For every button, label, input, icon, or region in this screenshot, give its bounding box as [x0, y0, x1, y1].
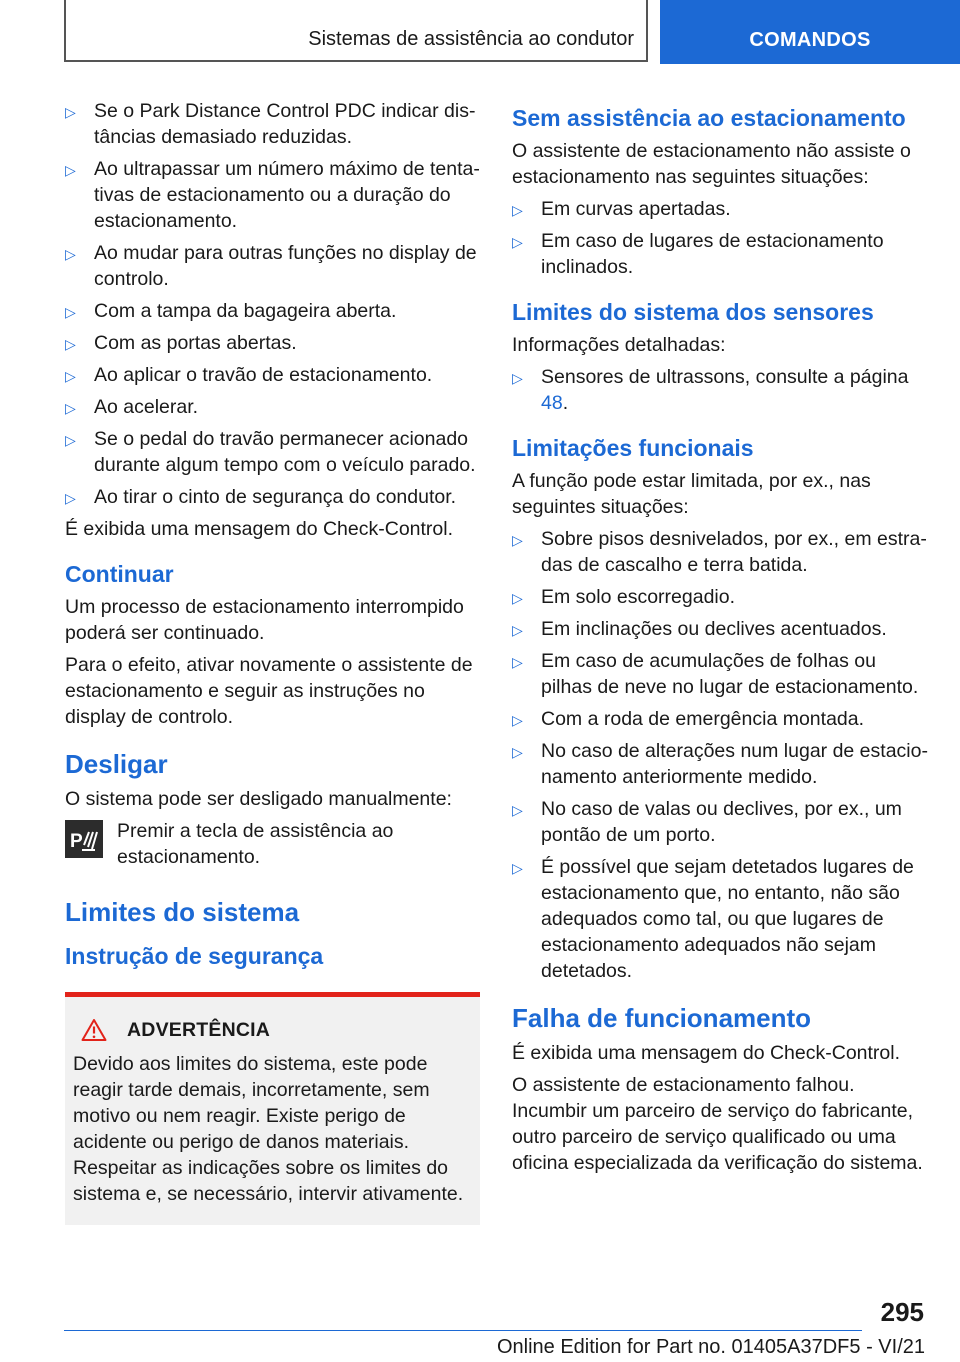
bullet-icon: ▷: [65, 162, 76, 178]
sem-assistencia-paragraph: O assistente de estacionamento não assiste o estacionamento nas seguintes situações:: [512, 140, 911, 188]
list-item: ▷ No caso de valas ou declives, por ex., um pontão de um porto.: [512, 798, 902, 846]
limitacoes-paragraph: A função pode estar limitada, por ex., nas seguintes situações:: [512, 470, 871, 518]
bullet-icon: ▷: [512, 590, 523, 606]
warning-title: ADVERTÊNCIA: [127, 1019, 271, 1041]
page-reference-link[interactable]: 48: [541, 392, 563, 414]
bullet-icon: ▷: [65, 490, 76, 506]
bullet-icon: ▷: [512, 532, 523, 548]
bullet-icon: ▷: [512, 802, 523, 818]
page-header: [0, 0, 960, 66]
left-column: [65, 98, 481, 1225]
sensores-heading: Limites do sistema dos sensores: [512, 299, 874, 325]
list-item: ▷ Em curvas apertadas.: [512, 196, 928, 222]
warning-triangle-icon: [81, 1018, 107, 1042]
list-item: ▷ Ao ultrapassar um número máximo de tentativas de estacionamento ou a duração do estacionamento.: [65, 158, 480, 232]
desligar-icon-text: Premir a tecla de assistência ao estacionamento.: [117, 820, 394, 868]
desligar-instruction: [65, 818, 481, 874]
bullet-icon: ▷: [65, 432, 76, 448]
list-item: ▷ Em solo escorregadio.: [512, 584, 928, 610]
bullet-icon: ▷: [65, 368, 76, 384]
bullet-icon: ▷: [65, 104, 76, 120]
bullet-icon: ▷: [512, 744, 523, 760]
warning-header: [81, 1017, 472, 1043]
stop-conditions-list: [65, 98, 481, 510]
continuar-paragraph-1: Um processo de estacionamento interrompido poderá ser continuado.: [65, 596, 464, 644]
list-item: ▷ Sobre pisos desnivelados, por ex., em estradas de cascalho e terra batida.: [512, 528, 927, 576]
limitacoes-heading: Limitações funcionais: [512, 435, 754, 461]
page-number: 295: [880, 1297, 924, 1327]
header-title: Sistemas de assistência ao condutor: [308, 28, 634, 50]
list-item: ▷ Em caso de lugares de estacionamento inclinados.: [512, 230, 884, 278]
right-column: [512, 98, 928, 1182]
header-title-box: [64, 0, 648, 62]
falha-paragraph-1: É exibida uma mensagem do Check-Control.: [512, 1042, 901, 1064]
list-item: ▷ Se o Park Distance Control PDC indicar distâncias demasiado reduzidas.: [65, 100, 476, 148]
bullet-icon: ▷: [65, 246, 76, 262]
list-item: ▷ Com a tampa da bagageira aberta.: [65, 298, 481, 324]
sensores-list: [512, 364, 928, 416]
limitacoes-list: [512, 526, 928, 984]
check-control-message: É exibida uma mensagem do Check-Control.: [65, 518, 454, 540]
header-section-tab: [660, 0, 960, 64]
desligar-paragraph: O sistema pode ser desligado manualmente:: [65, 788, 452, 810]
continuar-paragraph-2: Para o efeito, ativar novamente o assistente de estacionamento e seguir as instruções no display de controlo.: [65, 654, 473, 728]
warning-text: Devido aos limites do sistema, este pode reagir tarde demais, incorretamente, sem motivo ou nem reagir. Existe perigo de acidente ou perigo de danos materiais. Respeitar as indicações sobre os limites do sistema e, se necessário, intervir ativamente.: [73, 1053, 464, 1205]
footer-edition: Online Edition for Part no. 01405A37DF5 - VI/21: [496, 1336, 925, 1358]
bullet-icon: ▷: [512, 654, 523, 670]
list-item: ▷ Se o pedal do travão permanecer acionado durante algum tempo com o veículo parado.: [65, 428, 476, 476]
bullet-icon: ▷: [65, 304, 76, 320]
bullet-icon: ▷: [65, 400, 76, 416]
limites-heading: Limites do sistema: [65, 897, 300, 927]
sensores-paragraph: Informações detalhadas:: [512, 334, 726, 356]
desligar-heading: Desligar: [65, 749, 168, 779]
bullet-icon: ▷: [512, 860, 523, 876]
header-section-label: COMANDOS: [749, 29, 871, 51]
bullet-icon: ▷: [512, 370, 523, 386]
bullet-icon: ▷: [512, 622, 523, 638]
continuar-heading: Continuar: [65, 561, 174, 587]
list-item: ▷ Sensores de ultrassons, consulte a página 48.: [512, 366, 909, 414]
parking-assistant-key-icon: [65, 820, 103, 858]
sem-assistencia-list: [512, 196, 928, 280]
list-item: ▷ É possível que sejam detetados lugares de estacionamento que, no entanto, não são adequados como tal, ou que lugares de estacionamento adequados não sejam detetados.: [512, 856, 914, 982]
svg-text:P: P: [70, 831, 83, 852]
warning-box: [65, 992, 480, 1225]
list-item: ▷ Ao aplicar o travão de estacionamento.: [65, 362, 481, 388]
list-item: ▷ Ao tirar o cinto de segurança do condutor.: [65, 484, 481, 510]
instrucao-heading: Instrução de segurança: [65, 943, 324, 969]
list-item: ▷ Em inclinações ou declives acentuados.: [512, 616, 928, 642]
list-item: ▷ Com as portas abertas.: [65, 330, 481, 356]
footer-divider: [64, 1330, 862, 1331]
list-item: ▷ Com a roda de emergência montada.: [512, 706, 928, 732]
list-item: ▷ Ao acelerar.: [65, 394, 481, 420]
bullet-icon: ▷: [512, 234, 523, 250]
bullet-icon: ▷: [512, 712, 523, 728]
list-item: ▷ Ao mudar para outras funções no display de controlo.: [65, 242, 477, 290]
bullet-icon: ▷: [512, 202, 523, 218]
falha-paragraph-2: O assistente de estacionamento falhou. Incumbir um parceiro de serviço do fabricante, outro parceiro de serviço qualificado ou uma oficina especializada da verificação do sistema.: [512, 1074, 923, 1174]
sem-assistencia-heading: Sem assistência ao estacionamento: [512, 105, 906, 131]
list-item: ▷ Em caso de acumulações de folhas ou pilhas de neve no lugar de estacionamento.: [512, 650, 919, 698]
list-item: ▷ No caso de alterações num lugar de estacionamento anteriormente medido.: [512, 740, 928, 788]
falha-heading: Falha de funcionamento: [512, 1003, 812, 1033]
bullet-icon: ▷: [65, 336, 76, 352]
